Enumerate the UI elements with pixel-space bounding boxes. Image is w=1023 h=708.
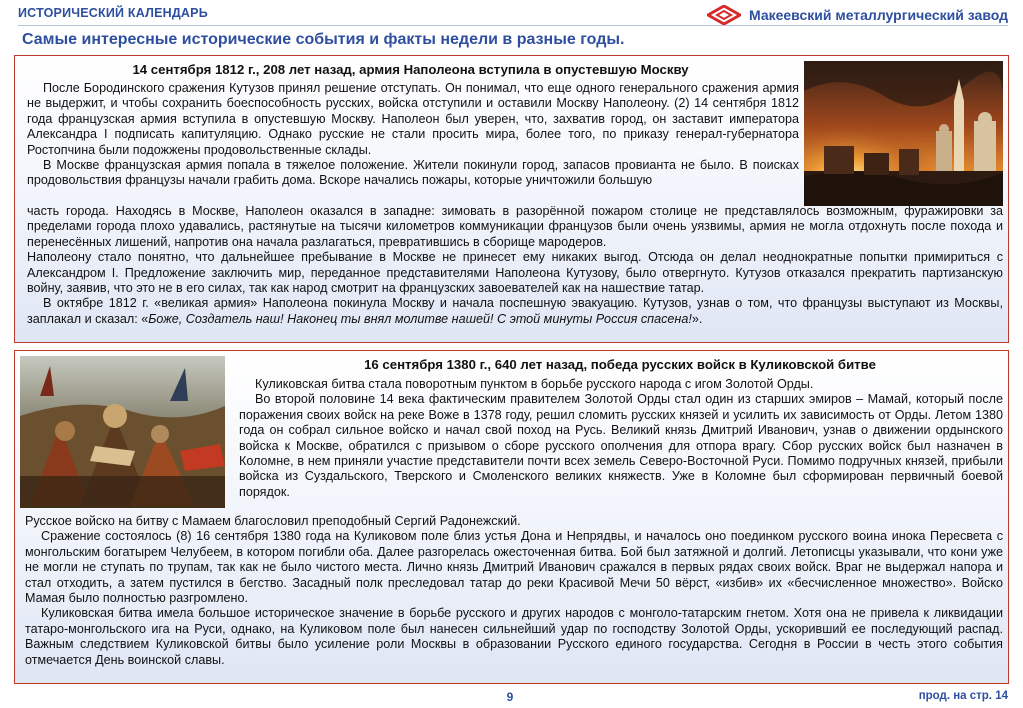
continued-note: прод. на стр. 14 [918, 690, 1008, 702]
company-logo [707, 4, 1008, 26]
article-title: 14 сентября 1812 г., 208 лет назад, армия Наполеона вступила в опустевшую Москву [132, 62, 689, 77]
section-title: ИСТОРИЧЕСКИЙ КАЛЕНДАРЬ [18, 6, 208, 20]
paragraph: Во второй половине 14 века фактическим правителем Золотой Орды стал один из старших эмиров – Мамай, который после поражения своих войск на реке Воже в 1378 году, решил сломить русских князей и усилить их зависимость от Орды. Летом 1380 года он собрал сильное войско и начал свой поход на Русь. Великий князь Дмитрий Иванович, узнав о движении ордынского войска к Москве, обратился с призывом о сборе русского ополчения для отпора врагу. Сбор русских войск был назначен в Коломне, в нем приняли участие представители почти всех земель Северо-Восточной Руси. Помимо подручных князей, прибыли войска из Суздальского, Тверского и Смоленского великих княжеств. Уже в Коломне был сформирован первичный боевой порядок. [239, 392, 1003, 499]
article-kulikovo-battle [14, 350, 1009, 684]
page-header [18, 5, 1008, 25]
paragraph: После Бородинского сражения Кутузов принял решение отступать. Он понимал, что еще одного генерального сражения армия не выдержит, и чтобы сохранить боеспособность русских, войска отступили и оставили Москву Наполеону. (2) 14 сентября 1812 года французская армия вступила в опустевшую Москву. Наполеон был уверен, что, захватив город, он заставит императора Александра I подписать капитуляцию. Однако русские не стали просить мира, более того, по приказу генерал-губернатора Ростопчина были подожжены продовольственные склады. [27, 81, 799, 157]
article-body-bottom [25, 514, 1003, 668]
quote-end: ». [691, 311, 703, 326]
article-napoleon-moscow [14, 55, 1009, 343]
article-body-bottom [27, 204, 1003, 327]
paragraph: В Москве французская армия попала в тяжелое положение. Жители покинули город, запасов провианта не было. В поисках продовольствия французы начали грабить дома. Вскоре начались пожары, которые уничтожили большую [27, 158, 799, 188]
kulikovo-battle-painting [20, 356, 225, 508]
paragraph: часть города. Находясь в Москве, Наполеон оказался в западне: зимовать в разорённой пожаром столице не представлялось возможным, фуражировки за пределами города плохо удавались, растянутые на тысячи километров коммуникации французов были очень уязвимы, армия не могла отдохнуть после похода и перенесённых лишений, напротив она начала разлагаться, превратившись в сборище мародеров. [27, 204, 1003, 249]
kutuzov-quote: Боже, Создатель наш! Наконец ты внял молитве нашей! С этой минуты Россия спасена! [148, 311, 692, 326]
article-body-top [239, 377, 1003, 500]
paragraph: Наполеону стало понятно, что дальнейшее пребывание в Москве не принесет ему никаких выгод. Отсюда он делал неоднократные попытки примириться с Александром I. Предложение заключить мир, переданное представителями Наполеона Кутузову, было отвергнуто. Кутузов отказался прекратить партизанскую войну, заявив, что это не в его силах, так как народ смотрит на французских завоевателей как на нашествие татар. [27, 250, 1003, 296]
page-subtitle: Самые интересные исторические события и факты недели в разные годы. [22, 31, 625, 48]
paragraph: Куликовская битва стала поворотным пунктом в борьбе русского народа с игом Золотой Орды. [255, 377, 814, 391]
company-name: Макеевский металлургический завод [748, 7, 1008, 23]
paragraph: Русское войско на битву с Мамаем благословил преподобный Сергий Радонежский. [25, 514, 521, 528]
article-body-top [27, 81, 799, 189]
header-divider [18, 25, 1008, 26]
page-number: 9 [506, 690, 514, 704]
paragraph: Куликовская битва имела большое историческое значение в борьбе русского и других народов с монголо-татарским гнетом. Хотя она не привела к ликвидации татаро-монгольского ига на Руси, однако, на Куликовом поле был нанесен сильнейший удар по господству Золотой Орды, ускоривший ее последующий распад. Важным следствием Куликовской битвы было усиление роли Москвы в образовании Русского единого государства. Сегодня в России в честь этого события отмечается День воинской славы. [25, 606, 1003, 667]
moscow-fire-painting [804, 61, 1003, 206]
quote-intro: В октябре 1812 г. «великая армия» Наполеона покинула Москву и начала поспешную эвакуацию. Кутузов, узнав о том, что французы выступают из Москвы, заплакал и сказал: « [27, 296, 1003, 326]
mmz-logo-icon [707, 5, 741, 25]
article-title: 16 сентября 1380 г., 640 лет назад, победа русских войск в Куликовской битве [364, 357, 876, 372]
paragraph-quote [27, 296, 1003, 327]
paragraph: Сражение состоялось (8) 16 сентября 1380 года на Куликовом поле близ устья Дона и Непрядвы, и началось оно поединком русского воина инока Пересвета с монгольским богатырем Челубеем, в котором погибли оба. Далее разгорелась ожесточенная битва. Бой был затяжной и долгий. Летописцы указывали, что кони уже не могли не ступать по трупам, так как не было чистого места. Лично князь Дмитрий Иванович сражался в первых рядах своих войск. Враг не выдержал напора и стал отходить, а затем пустился в бегство. Засадный полк преследовал татар до реки Красивой Мечи 50 вёрст, «избив» их «бесчисленное множество». Войско Мамая было полностью разгромлено. [25, 529, 1003, 606]
